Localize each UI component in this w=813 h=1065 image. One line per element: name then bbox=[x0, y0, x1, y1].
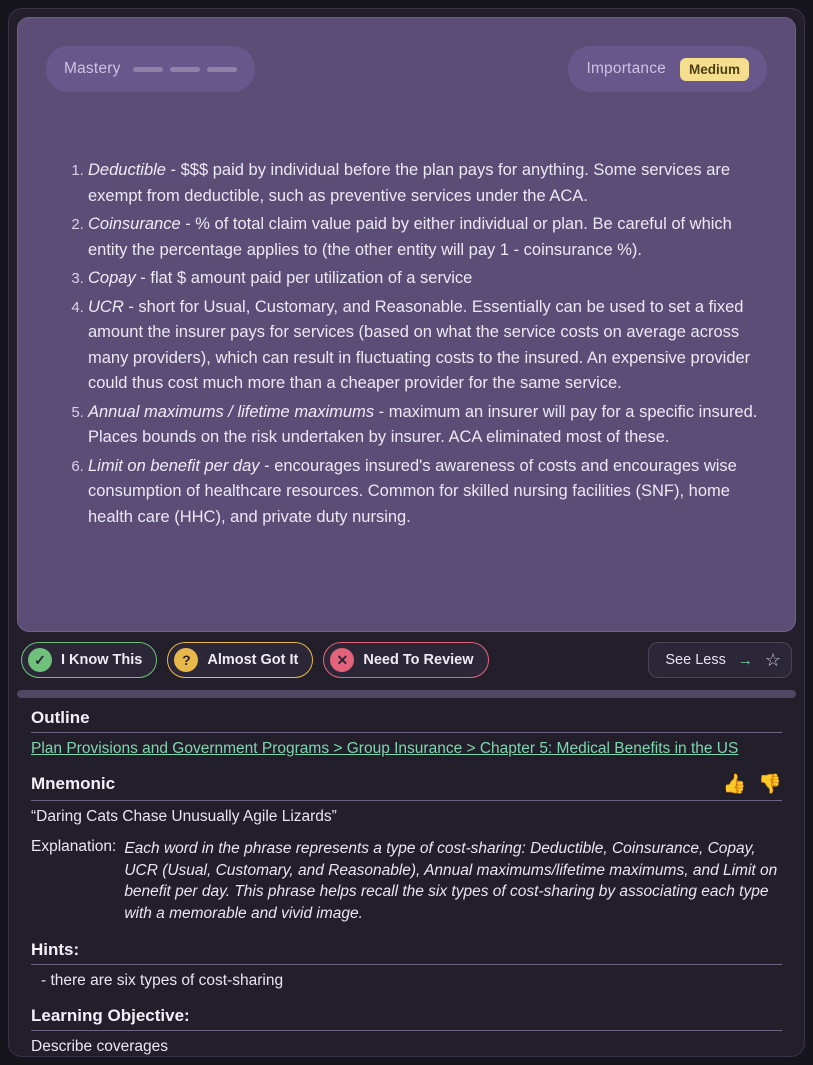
mnemonic-text: “Daring Cats Chase Unusually Agile Lizards” bbox=[31, 808, 337, 825]
term-list bbox=[54, 158, 759, 530]
need-to-review-button[interactable] bbox=[323, 642, 488, 678]
explanation-label: Explanation: bbox=[31, 838, 117, 855]
term-name: Limit on benefit per day bbox=[88, 456, 260, 475]
i-know-this-label: I Know This bbox=[61, 652, 143, 668]
learning-objective-text: Describe coverages bbox=[31, 1038, 168, 1055]
mastery-indicator[interactable] bbox=[46, 46, 255, 92]
see-less-button[interactable] bbox=[648, 642, 792, 678]
star-icon[interactable]: ☆ bbox=[764, 650, 781, 670]
mastery-label: Mastery bbox=[64, 60, 121, 77]
hints-heading: Hints: bbox=[31, 940, 782, 965]
term-definition: - % of total claim value paid by either individual or plan. Be careful of which entity the percentage applies to (the other entity will pay 1 - coinsurance %). bbox=[88, 215, 732, 259]
importance-indicator[interactable] bbox=[568, 46, 767, 92]
thumbs-down-icon[interactable]: 👎 bbox=[758, 774, 782, 795]
mnemonic-heading-row bbox=[31, 772, 782, 801]
confidence-buttons bbox=[21, 642, 489, 678]
term-definition: - short for Usual, Customary, and Reasonable. Essentially can be used to set a fixed amount the insurer pays for services (based on what the service costs on average across many providers), which can result in fluctuating costs to the insured. An expensive provider could thus cost much more than a cheaper provider for the same service. bbox=[88, 297, 751, 392]
term-name: UCR bbox=[88, 297, 124, 316]
flashcard-panel bbox=[17, 17, 796, 632]
explanation-row bbox=[31, 838, 782, 924]
question-icon: ? bbox=[174, 648, 198, 672]
term-name: Copay bbox=[88, 269, 136, 287]
i-know-this-button[interactable] bbox=[21, 642, 157, 678]
term-list-item bbox=[88, 295, 759, 397]
hint-item: - there are six types of cost-sharing bbox=[41, 972, 284, 989]
term-definition: - encourages insured's awareness of costs and encourages wise consumption of healthcare resources. Common for skilled nursing facilities (SNF), home health care (HHC), and private duty nursing. bbox=[88, 456, 737, 526]
term-name: Coinsurance bbox=[88, 215, 181, 233]
term-name: Annual maximums / lifetime maximums bbox=[88, 402, 375, 421]
term-list-item bbox=[88, 400, 759, 451]
term-definition: - flat $ amount paid per utilization of a service bbox=[135, 269, 473, 287]
term-list-item bbox=[88, 158, 759, 209]
importance-label: Importance bbox=[586, 60, 666, 77]
almost-got-it-label: Almost Got It bbox=[207, 652, 299, 668]
outline-heading: Outline bbox=[31, 708, 782, 733]
progress-divider bbox=[17, 690, 796, 698]
almost-got-it-button[interactable] bbox=[167, 642, 313, 678]
need-to-review-label: Need To Review bbox=[363, 652, 474, 668]
mastery-bars bbox=[133, 67, 237, 72]
term-name: Deductible bbox=[88, 161, 166, 179]
mastery-bar bbox=[170, 67, 200, 72]
arrow-right-icon: → bbox=[737, 651, 753, 669]
mastery-bar bbox=[133, 67, 163, 72]
see-less-label: See Less bbox=[665, 652, 726, 668]
term-definition: - $$$ paid by individual before the plan pays for anything. Some services are exempt from deductible, such as preventive services under the ACA. bbox=[88, 161, 731, 205]
breadcrumb[interactable]: Plan Provisions and Government Programs > Group Insurance > Chapter 5: Medical Benefits in the US bbox=[31, 740, 739, 757]
details-panel bbox=[9, 704, 804, 1056]
term-definition: - maximum an insurer will pay for a specific insured. Places bounds on the risk undertaken by insurer. ACA eliminated most of these. bbox=[88, 402, 758, 446]
term-list-item bbox=[88, 212, 759, 263]
term-list-item bbox=[88, 266, 759, 292]
action-bar bbox=[9, 632, 804, 686]
explanation-text: Each word in the phrase represents a type of cost-sharing: Deductible, Coinsurance, Copay, UCR (Usual, Customary, and Reasonable), Annual maximums/lifetime maximums, and Limit on benefit per day. This phrase helps recall the six types of cost-sharing by associating each type with a memorable and vivid image. bbox=[124, 840, 778, 922]
flashcard-window bbox=[8, 8, 805, 1057]
learning-objective-heading: Learning Objective: bbox=[31, 1006, 782, 1031]
mastery-bar bbox=[207, 67, 237, 72]
term-list-item bbox=[88, 454, 759, 531]
mnemonic-vote bbox=[723, 772, 782, 796]
importance-badge: Medium bbox=[680, 58, 749, 81]
flashcard-content bbox=[54, 158, 759, 533]
mnemonic-heading: Mnemonic bbox=[31, 774, 116, 793]
check-icon: ✓ bbox=[28, 648, 52, 672]
thumbs-up-icon[interactable]: 👍 bbox=[722, 774, 747, 795]
cross-icon: ✕ bbox=[330, 648, 354, 672]
